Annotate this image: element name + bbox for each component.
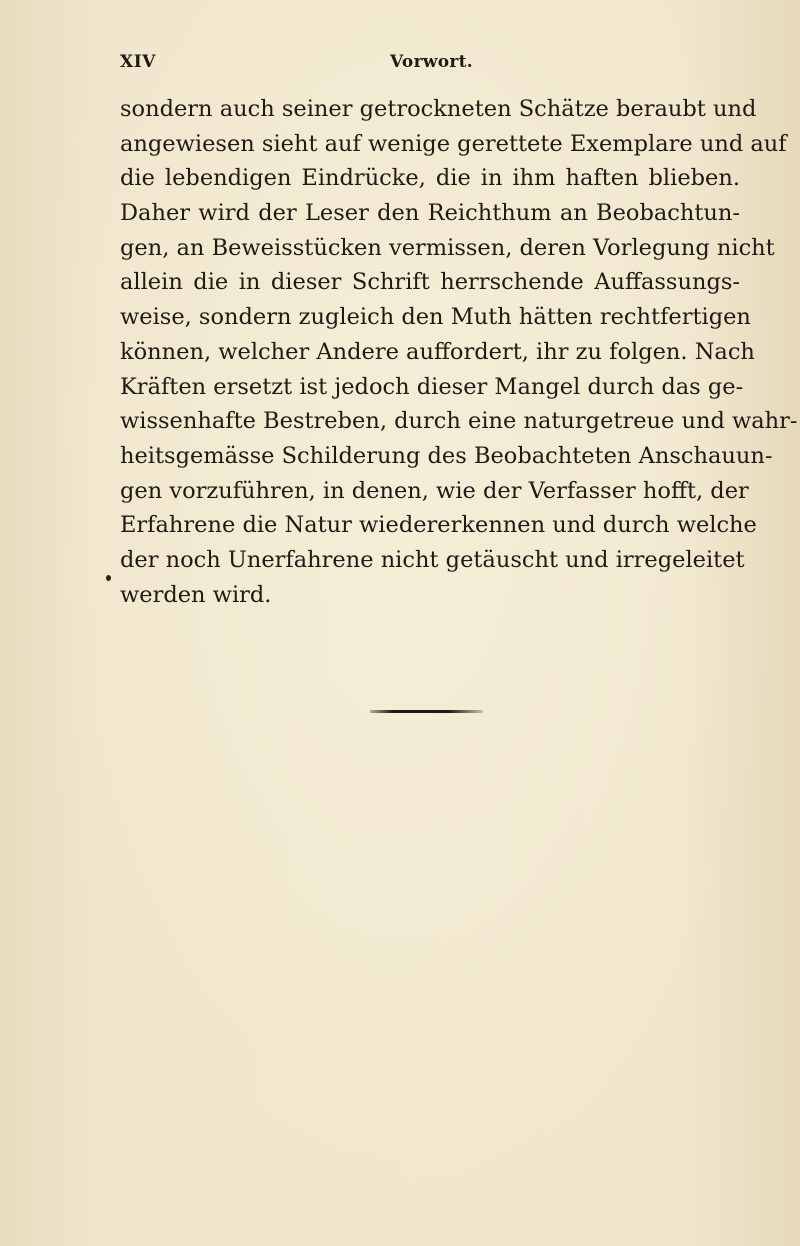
page-header (120, 52, 740, 78)
text-line: Daher wird der Leser den Reichthum an Beobachtun- (120, 200, 740, 227)
text-line: Erfahrene die Natur wiedererkennen und durch welche (120, 512, 757, 539)
text-line: weise, sondern zugleich den Muth hätten rechtfertigen (120, 304, 751, 331)
text-line: der noch Unerfahrene nicht getäuscht und irregeleitet (120, 546, 745, 573)
page-number: XIV (120, 52, 156, 72)
text-line: die lebendigen Eindrücke, die in ihm haften blieben. (120, 165, 740, 192)
text-line: werden wird. (120, 581, 272, 608)
text-line: können, welcher Andere auffordert, ihr zu folgen. Nach (120, 338, 755, 365)
text-line: heitsgemässe Schilderung des Beobachteten Anschauun- (120, 442, 773, 469)
ink-speck (106, 575, 111, 581)
text-line: allein die in dieser Schrift herrschende Auffassungs- (120, 269, 740, 296)
text-line: gen, an Beweisstücken vermissen, deren Vorlegung nicht (120, 234, 775, 261)
text-line: Kräften ersetzt ist jedoch dieser Mangel durch das ge- (120, 373, 744, 400)
body-paragraph (120, 92, 798, 612)
text-line: wissenhafte Bestreben, durch eine naturgetreue und wahr- (120, 408, 798, 435)
section-end-rule (370, 710, 483, 713)
text-line: angewiesen sieht auf wenige gerettete Exemplare und auf (120, 130, 787, 157)
running-head: Vorwort. (390, 52, 474, 72)
text-line: sondern auch seiner getrockneten Schätze beraubt und (120, 96, 757, 122)
text-line: gen vorzuführen, in denen, wie der Verfasser hofft, der (120, 477, 749, 504)
